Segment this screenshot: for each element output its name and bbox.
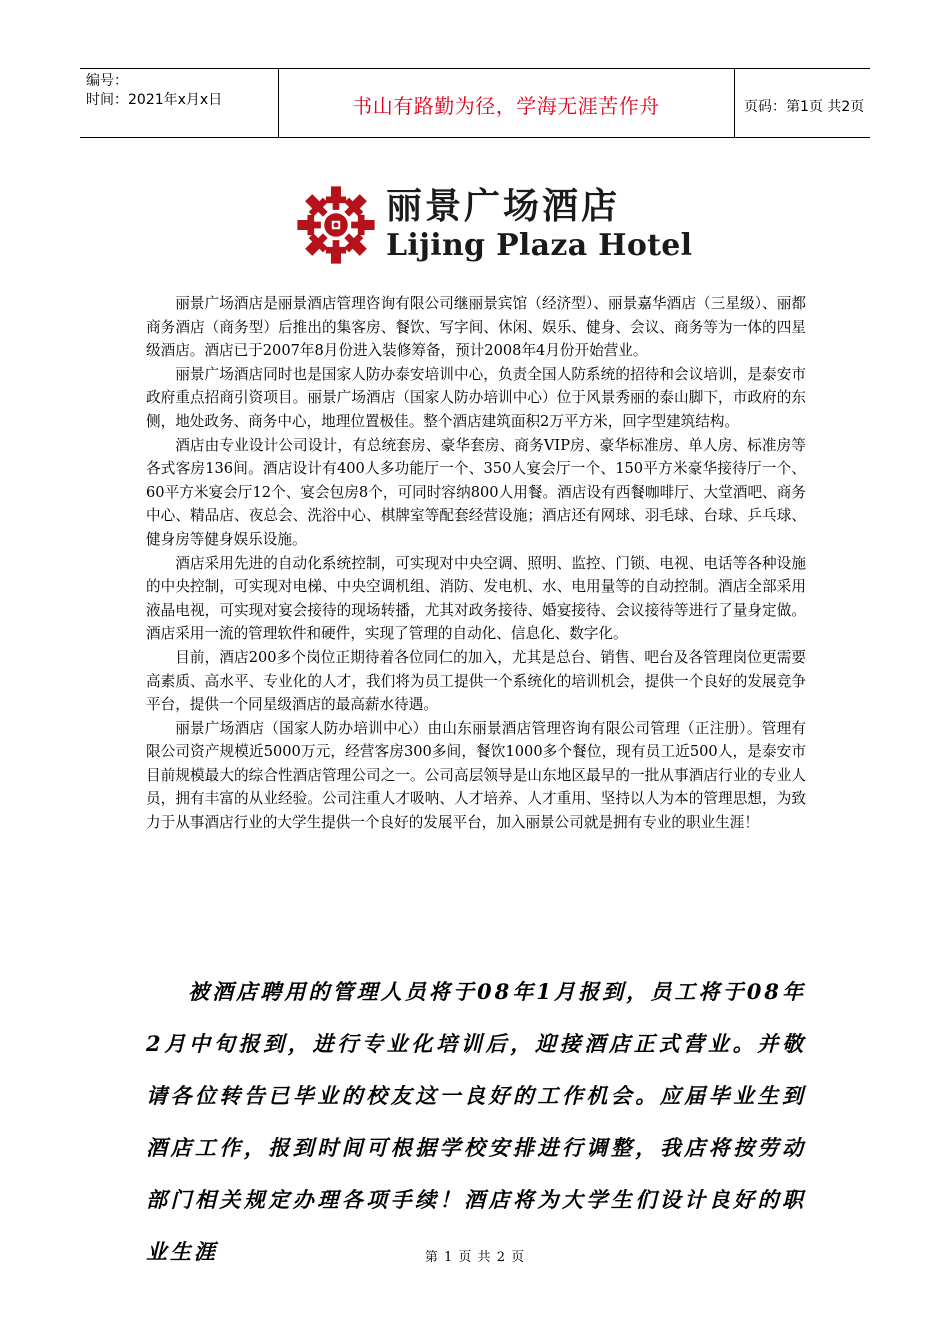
paragraph: 酒店由专业设计公司设计，有总统套房、豪华套房、商务VIP房、豪华标准房、单人房、标准房等各式客房136间。酒店设计有400人多功能厅一个、350人宴会厅一个、150平方米豪华接待厅一个、60平方米宴会厅12个、宴会包房8个，可同时容纳800人用餐。酒店设有西餐咖啡厅、大堂酒吧、商务中心、精品店、夜总会、洗浴中心、棋牌室等配套经营设施；酒店还有网球、羽毛球、台球、乒乓球、健身房等健身娱乐设施。 [146, 436, 806, 548]
date-label: 时间：2021年x月x日 [86, 92, 223, 108]
paragraph: 丽景广场酒店是丽景酒店管理咨询有限公司继丽景宾馆（经济型）、丽景嘉华酒店（三星级）、丽都商务酒店（商务型）后推出的集客房、餐饮、写字间、休闲、娱乐、健身、会议、商务等为一体的四星级酒店。酒店已于2007年8月份进入装修筹备，预计2008年4月份开始营业。 [146, 295, 806, 360]
header-page-cell [734, 69, 870, 137]
hotel-name-cn: 丽景广场酒店 [386, 186, 621, 227]
paragraph: 目前，酒店200多个岗位正期待着各位同仁的加入，尤其是总台、销售、吧台及各管理岗位更需要高素质、高水平、专业化的人才，我们将为员工提供一个系统化的培训机会，提供一个良好的发展竞争平台，提供一个同星级酒店的最高薪水待遇。 [146, 648, 806, 714]
paragraph: 丽景广场酒店同时也是国家人防办泰安培训中心，负责全国人防系统的招待和会议培训，是泰安市政府重点招商引资项目。丽景广场酒店（国家人防办培训中心）位于风景秀丽的泰山脚下，市政府的东侧，地处政务、商务中心，地理位置极佳。整个酒店建筑面积2万平方米，回字型建筑结构。 [146, 365, 806, 430]
hotel-name-en: Lijing Plaza Hotel [386, 228, 693, 263]
number-label: 编号： [86, 73, 128, 89]
article-body [146, 292, 806, 835]
page-number-label: 页码：第1页 共2页 [744, 99, 865, 115]
document-header [80, 68, 870, 138]
recruitment-notice [146, 966, 806, 1278]
notice-text: 被酒店聘用的管理人员将于08年1月报到，员工将于08年2月中旬报到，进行专业化培训后，迎接酒店正式营业。并敬请各位转告已毕业的校友这一良好的工作机会。应届毕业生到酒店工作，报到时间可根据学校安排进行调整，我店将按劳动部门相关规定办理各项手续！酒店将为大学生们设计良好的职业生涯 [146, 979, 806, 1264]
paragraph: 丽景广场酒店（国家人防办培训中心）由山东丽景酒店管理咨询有限公司管理（正注册）。管理有限公司资产规模近5000万元，经营客房300多间，餐饮1000多个餐位，现有员工近500人，是泰安市目前规模最大的综合性酒店管理公司之一。公司高层领导是山东地区最早的一批从事酒店行业的专业人员，拥有丰富的从业经验。公司注重人才吸呐、人才培养、人才重用、坚持以人为本的管理思想，为致力于从事酒店行业的大学生提供一个良好的发展平台，加入丽景公司就是拥有专业的职业生涯！ [146, 719, 806, 832]
paragraph: 酒店采用先进的自动化系统控制，可实现对中央空调、照明、监控、门锁、电视、电话等各种设施的中央控制，可实现对电梯、中央空调机组、消防、发电机、水、电用量等的自动控制。酒店全部采用液晶电视，可实现对宴会接待的现场转播，尤其对政务接待、婚宴接待、会议接待等进行了量身定做。酒店采用一流的管理软件和硬件，实现了管理的自动化、信息化、数字化。 [146, 554, 806, 643]
header-meta-cell [80, 69, 279, 137]
hotel-logo-icon [294, 183, 378, 267]
header-motto: 书山有路勤为径，学海无涯苦作舟 [352, 94, 660, 118]
page-footer: 第 1 页 共 2 页 [424, 1250, 526, 1265]
header-motto-cell [278, 69, 735, 137]
